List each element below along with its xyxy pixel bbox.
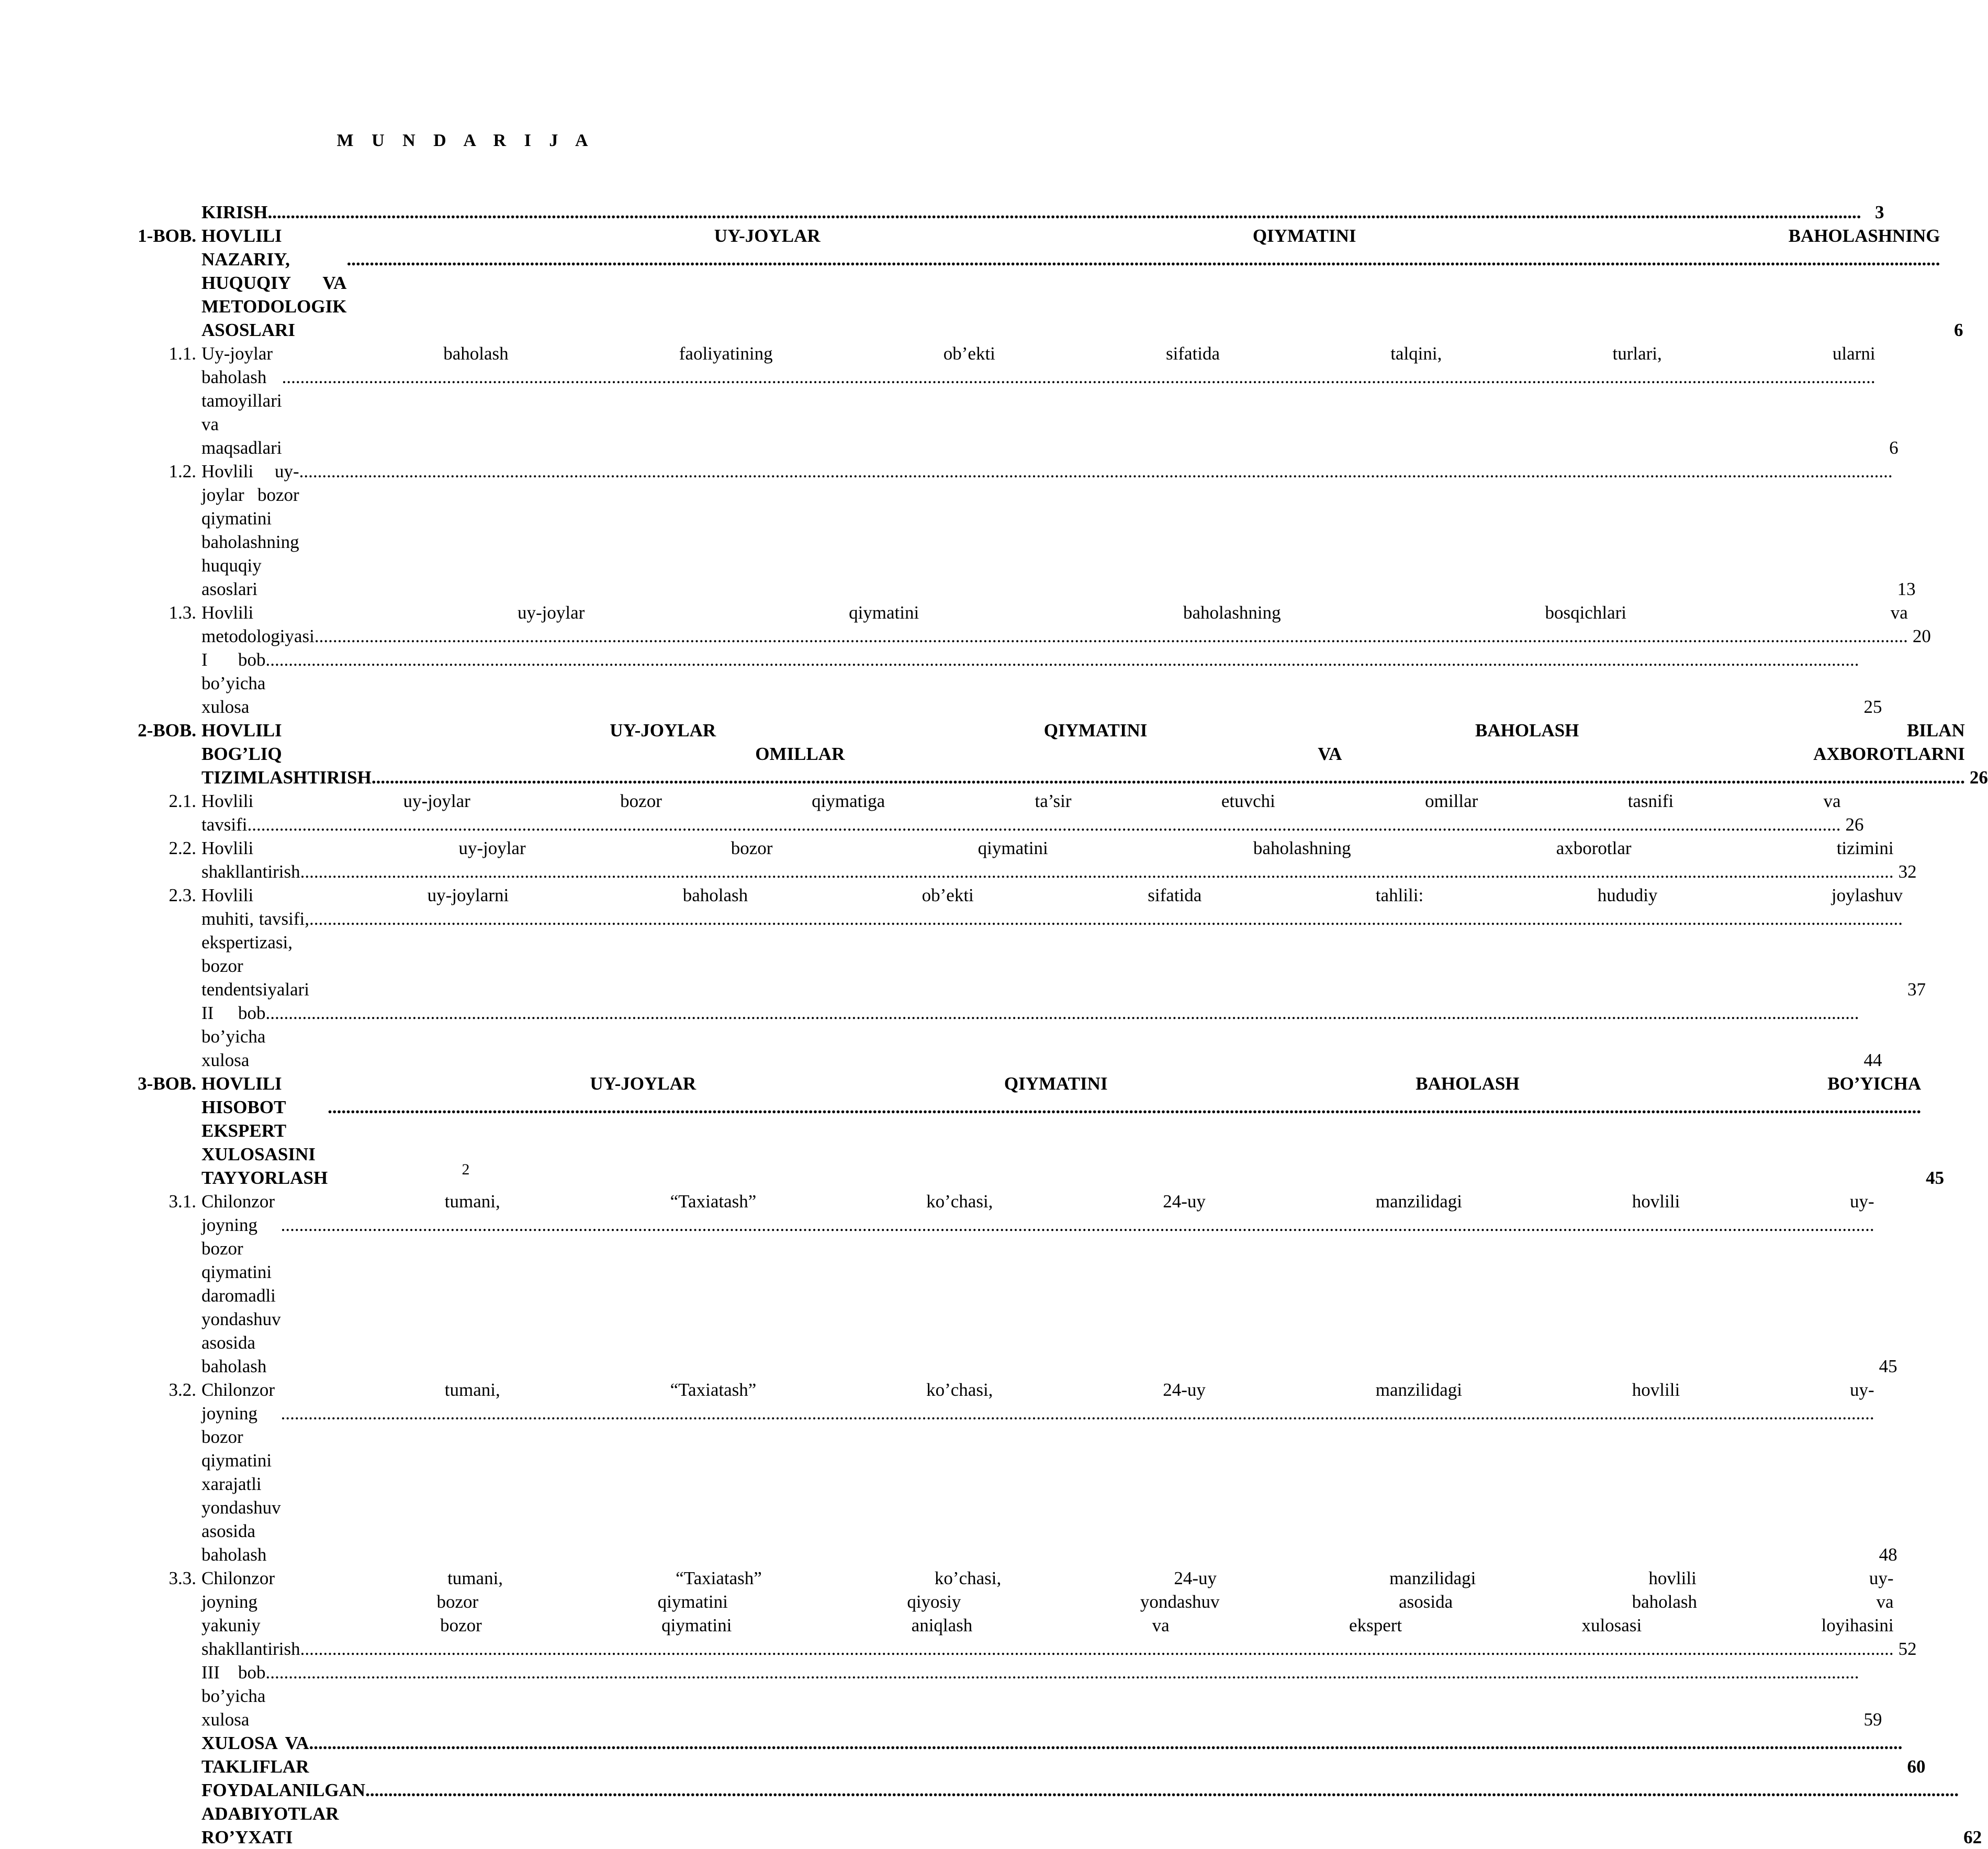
toc-entry-title: [201, 460, 1893, 601]
toc-entry-title-line: Chilonzor tumani, “Taxiatash” ko’chasi, 24-uy manzilidagi hovlili uy-: [201, 1191, 1874, 1212]
toc-entry-title-text: shakllantirish: [201, 861, 300, 882]
toc-entry-number: 1.3.: [169, 602, 196, 623]
toc-entry: [126, 1566, 1917, 1661]
dot-leader: [300, 1637, 1894, 1661]
toc-entry-number: 2.1.: [169, 791, 196, 811]
toc-entry-title-last-line: [201, 860, 1894, 883]
toc-entry-page: 60: [1907, 1756, 1926, 1777]
toc-entry-number: 2-BOB.: [138, 720, 196, 741]
dot-leader: [267, 200, 1861, 224]
toc-entry: [126, 1378, 1897, 1566]
toc-entry-title-last-line: [201, 1001, 1859, 1072]
toc-entry-title-line: BOG’LIQ OMILLAR VA AXBOROTLARNI: [201, 744, 1965, 764]
toc-entry-title-last-line: [201, 200, 1861, 224]
toc-entry-page: 48: [1879, 1544, 1897, 1565]
toc-entry-number: 2.3.: [169, 885, 196, 905]
toc-entry-title-last-line: [201, 365, 1875, 460]
toc-entry-title-last-line: [201, 460, 1893, 601]
toc-entry-title: [201, 1731, 1902, 1778]
toc-entry-title-text: joyning bozor qiymatini xarajatli yondashuv asosida baholash: [201, 1403, 286, 1565]
toc-entry-page: 25: [1863, 697, 1882, 717]
toc-entry-title-line: Hovlili uy-joylar bozor qiymatini baholashning axborotlar tizimini: [201, 838, 1894, 858]
toc-entry-title-line: Hovlili uy-joylarni baholash ob’ekti sifatida tahlili: hududiy joylashuv: [201, 885, 1903, 905]
dot-leader: [299, 460, 1893, 483]
toc-entry: [126, 1190, 1897, 1378]
dot-leader: [365, 1778, 1959, 1802]
toc-entry-title-text: shakllantirish: [201, 1639, 300, 1659]
toc-entry-number: 3.1.: [169, 1191, 196, 1212]
toc-entry-title-text: II bob bo’yicha xulosa: [201, 1003, 271, 1070]
toc-entry-page: 52: [1898, 1639, 1917, 1659]
toc-entry-title: [201, 1778, 1959, 1849]
toc-entry: [126, 789, 1864, 836]
toc-entry: [126, 1001, 1882, 1072]
toc-entry-title: [201, 601, 1908, 648]
toc-entry-title: [201, 836, 1894, 883]
toc-entry-title-text: Hovlili uy-joylar bozor qiymatini baholashning huquqiy asoslari: [201, 461, 304, 599]
toc-entry-title-line: Uy-joylar baholash faoliyatining ob’ekti sifatida talqini, turlari, ularni: [201, 343, 1875, 364]
toc-entry-title-last-line: [201, 1661, 1859, 1731]
toc-entry: [126, 200, 1884, 224]
toc-entry-title-text: NAZARIY, HUQUQIY VA METODOLOGIK ASOSLARI: [201, 249, 352, 340]
toc-entry-title-line: Chilonzor tumani, “Taxiatash” ko’chasi, 24-uy manzilidagi hovlili uy-: [201, 1568, 1894, 1588]
toc-entry-title-last-line: [201, 1402, 1874, 1566]
toc-entry-title-text: muhiti, tavsifi, ekspertizasi, bozor tendentsiyalari: [201, 909, 314, 1000]
toc-entry-title-text: metodologiyasi: [201, 626, 315, 646]
toc-entry-title-line: yakuniy bozor qiymatini aniqlash va ekspert xulosasi loyihasini: [201, 1615, 1894, 1635]
toc-entry: [126, 1661, 1882, 1731]
toc-entry-title-last-line: [201, 1213, 1874, 1378]
toc-entry-title-last-line: [201, 248, 1940, 342]
dot-leader: [328, 1095, 1921, 1119]
toc-entry: [126, 1731, 1926, 1778]
toc-entry: [126, 1778, 1982, 1849]
toc-entry-title-line: HOVLILI UY-JOYLAR QIYMATINI BAHOLASH BILAN: [201, 720, 1965, 741]
toc-entry-title-last-line: [201, 1731, 1902, 1778]
dot-leader: [309, 1731, 1902, 1755]
toc-entry-title: [201, 224, 1940, 342]
toc-entry-number: 1.1.: [169, 343, 196, 364]
toc-entry-title-text: XULOSA VA TAKLIFLAR: [201, 1733, 313, 1777]
toc-entry-number: 1.2.: [169, 461, 196, 481]
toc-entry-page: 6: [1953, 320, 1963, 340]
toc-entry: [126, 883, 1926, 1001]
toc-entry-title: [201, 1566, 1894, 1661]
dot-leader: [346, 248, 1940, 271]
toc-entry-number: 3.2.: [169, 1380, 196, 1400]
toc-entry-title-last-line: [201, 648, 1859, 719]
table-of-contents: [126, 200, 1988, 1849]
toc-entry-page: 45: [1879, 1356, 1897, 1376]
toc-entry-title-last-line: [201, 907, 1903, 1001]
toc-entry-title: [201, 789, 1840, 836]
dot-leader: [247, 813, 1840, 836]
dot-leader: [281, 1402, 1874, 1425]
dot-leader: [265, 648, 1859, 671]
toc-entry-title-text: FOYDALANILGAN ADABIYOTLAR RO’YXATI: [201, 1780, 369, 1847]
toc-entry-number: 2.2.: [169, 838, 196, 858]
toc-entry-title-line: Hovlili uy-joylar qiymatini baholashning bosqichlari va: [201, 602, 1908, 623]
toc-entry-title: [201, 1001, 1859, 1072]
toc-entry: [126, 460, 1916, 601]
toc-entry: [126, 836, 1917, 883]
toc-entry: [126, 601, 1931, 648]
toc-entry: [126, 648, 1882, 719]
toc-entry-title: [201, 1190, 1874, 1378]
toc-entry-title-text: tavsifi: [201, 814, 248, 835]
dot-leader: [265, 1001, 1859, 1025]
toc-entry-title-text: joyning bozor qiymatini daromadli yondashuv asosida baholash: [201, 1215, 286, 1376]
dot-leader: [300, 860, 1894, 883]
toc-entry: [126, 719, 1988, 789]
toc-entry-page: 20: [1912, 626, 1931, 646]
toc-entry-title-text: III bob bo’yicha xulosa: [201, 1662, 271, 1730]
toc-entry-page: 32: [1898, 861, 1917, 882]
page-number: 2: [462, 1161, 470, 1178]
toc-entry-number: 3.3.: [169, 1568, 196, 1588]
toc-entry-page: 6: [1889, 438, 1899, 458]
toc-entry-number: 1-BOB.: [138, 226, 196, 246]
toc-entry-page: 26: [1845, 814, 1864, 835]
toc-entry-page: 26: [1969, 767, 1988, 788]
toc-entry-page: 59: [1863, 1709, 1882, 1730]
page-title: M U N D A R I J A: [336, 131, 595, 150]
toc-entry-page: 44: [1863, 1050, 1882, 1070]
toc-entry-title: [201, 1378, 1874, 1566]
toc-entry-title-last-line: [201, 1778, 1959, 1849]
toc-entry-number: 3-BOB.: [138, 1073, 196, 1094]
toc-entry-title-text: HISOBOT EKSPERT XULOSASINI TAYYORLASH: [201, 1097, 328, 1188]
dot-leader: [309, 907, 1903, 931]
toc-entry-page: 45: [1926, 1168, 1945, 1188]
toc-entry-title: [201, 1661, 1859, 1731]
toc-entry-page: 3: [1874, 202, 1884, 222]
toc-entry-page: 62: [1963, 1827, 1982, 1847]
toc-entry-title-last-line: [201, 1637, 1894, 1661]
toc-entry-title-line: joyning bozor qiymatini qiyosiy yondashuv asosida baholash va: [201, 1592, 1894, 1612]
toc-entry-title-line: Hovlili uy-joylar bozor qiymatiga ta’sir etuvchi omillar tasnifi va: [201, 791, 1841, 811]
toc-entry-page: 37: [1907, 979, 1926, 1000]
dot-leader: [281, 1213, 1874, 1237]
toc-entry: [126, 224, 1963, 342]
dot-leader: [282, 365, 1875, 389]
toc-entry-title-last-line: [201, 766, 1965, 789]
toc-entry-title-last-line: [201, 813, 1840, 836]
toc-entry-title-text: baholash tamoyillari va maqsadlari: [201, 367, 287, 458]
toc-entry-title: [201, 342, 1875, 460]
toc-entry-title-line: Chilonzor tumani, “Taxiatash” ko’chasi, 24-uy manzilidagi hovlili uy-: [201, 1380, 1874, 1400]
toc-entry-title-text: KIRISH: [201, 202, 268, 222]
dot-leader: [315, 624, 1908, 648]
toc-entry-title-text: TIZIMLASHTIRISH: [201, 767, 372, 788]
toc-entry-title: [201, 883, 1903, 1001]
dot-leader: [265, 1661, 1859, 1684]
toc-entry: [126, 342, 1899, 460]
toc-entry-title-line: HOVLILI UY-JOYLAR QIYMATINI BAHOLASHNING: [201, 226, 1940, 246]
toc-entry-title-line: HOVLILI UY-JOYLAR QIYMATINI BAHOLASH BO’YICHA: [201, 1073, 1922, 1094]
toc-entry-title: [201, 648, 1859, 719]
dot-leader: [372, 766, 1965, 789]
toc-entry-page: 13: [1897, 579, 1916, 599]
toc-entry-title-last-line: [201, 624, 1908, 648]
toc-entry-title: [201, 200, 1861, 224]
toc-entry-title: [201, 719, 1965, 789]
toc-entry-title-text: I bob bo’yicha xulosa: [201, 649, 271, 717]
